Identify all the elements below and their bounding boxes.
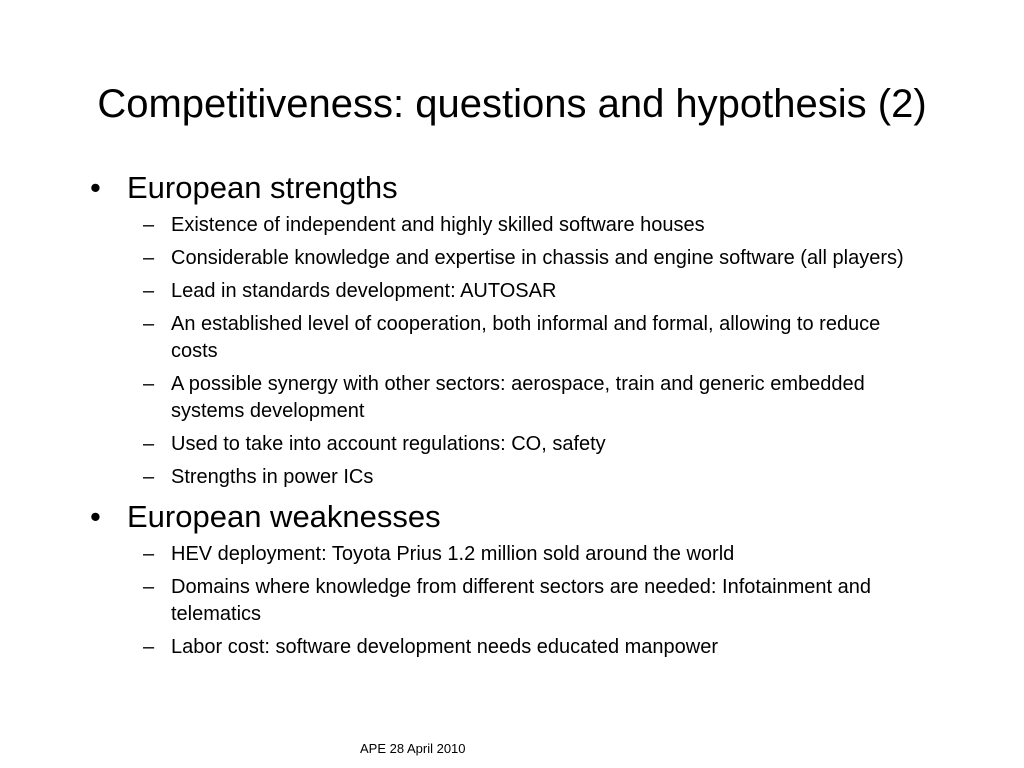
list-item-text: Lead in standards development: AUTOSAR: [171, 280, 557, 302]
list-item: [90, 574, 940, 628]
strengths-list: [90, 212, 940, 491]
section-heading: [90, 497, 940, 537]
bullet-icon: •: [90, 499, 101, 534]
slide-footer: APE 28 April 2010: [360, 741, 466, 756]
list-item-text: A possible synergy with other sectors: aerospace, train and generic embedded systems development: [171, 373, 865, 422]
list-item-text: Domains where knowledge from different sectors are needed: Infotainment and telematics: [171, 576, 872, 625]
list-item-text: Considerable knowledge and expertise in chassis and engine software (all players): [171, 247, 904, 269]
slide-title: Competitiveness: questions and hypothesis (2): [97, 82, 927, 126]
section-heading-text: European weaknesses: [127, 499, 441, 534]
list-item: [90, 245, 940, 272]
list-item: [90, 431, 940, 458]
dash-icon: –: [143, 313, 155, 335]
list-item-text: HEV deployment: Toyota Prius 1.2 million sold around the world: [171, 543, 735, 565]
section-weaknesses: [90, 497, 940, 661]
dash-icon: –: [143, 373, 155, 395]
dash-icon: –: [143, 433, 155, 455]
dash-icon: –: [143, 280, 155, 302]
weaknesses-list: [90, 541, 940, 661]
list-item-text: Strengths in power ICs: [171, 466, 374, 488]
list-item: [90, 311, 940, 365]
list-item: [90, 541, 940, 568]
list-item-text: An established level of cooperation, both informal and formal, allowing to reduce costs: [171, 313, 881, 362]
dash-icon: –: [143, 636, 155, 658]
list-item-text: Existence of independent and highly skilled software houses: [171, 214, 705, 236]
dash-icon: –: [143, 543, 155, 565]
list-item: [90, 212, 940, 239]
dash-icon: –: [143, 466, 155, 488]
section-heading-text: European strengths: [127, 170, 398, 205]
bullet-icon: •: [90, 170, 101, 205]
section-strengths: [90, 168, 940, 491]
list-item-text: Labor cost: software development needs educated manpower: [171, 636, 719, 658]
slide-content: [90, 168, 940, 667]
list-item: [90, 634, 940, 661]
dash-icon: –: [143, 247, 155, 269]
list-item: [90, 371, 940, 425]
list-item-text: Used to take into account regulations: CO, safety: [171, 433, 606, 455]
list-item: [90, 278, 940, 305]
dash-icon: –: [143, 576, 155, 598]
list-item: [90, 464, 940, 491]
dash-icon: –: [143, 214, 155, 236]
section-heading: [90, 168, 940, 208]
